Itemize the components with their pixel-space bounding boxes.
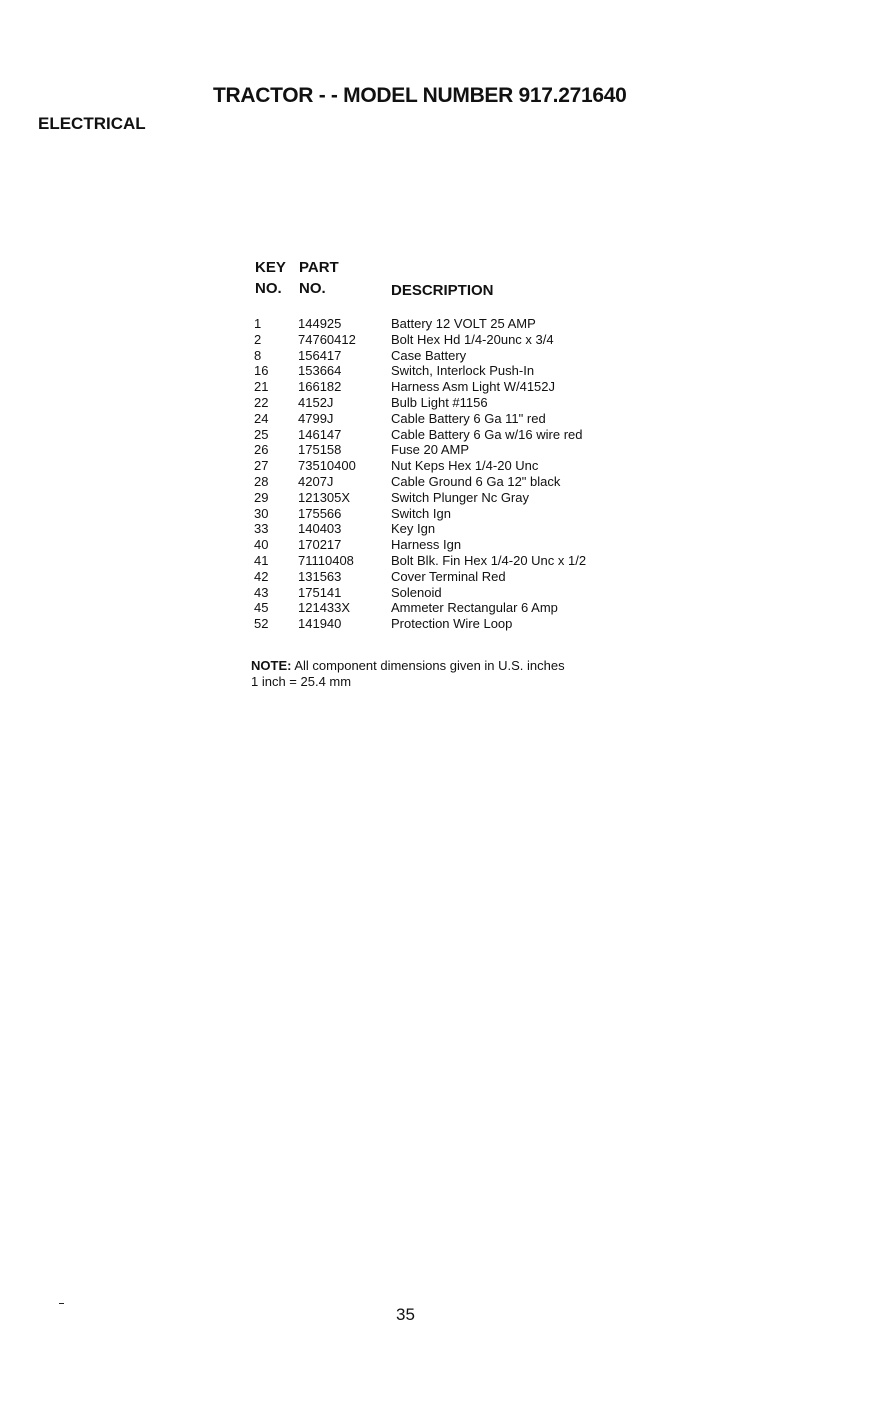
description-header: DESCRIPTION xyxy=(391,282,494,299)
part-description: Harness Asm Light W/4152J xyxy=(391,379,556,395)
part-number: 175141 xyxy=(298,584,342,600)
part-description: Key Ign xyxy=(391,521,436,537)
key-number: 41 xyxy=(254,552,269,568)
key-number: 52 xyxy=(254,616,269,632)
part-header-line2: NO. xyxy=(299,280,326,297)
part-number: 4152J xyxy=(298,394,334,410)
part-number: 144925 xyxy=(298,316,342,331)
part-number: 175566 xyxy=(298,505,342,521)
part-description: Harness Ign xyxy=(391,537,462,553)
part-number: 121305X xyxy=(298,489,351,505)
part-number: 156417 xyxy=(298,347,342,363)
part-description: Protection Wire Loop xyxy=(391,616,513,632)
table-row xyxy=(0,363,876,379)
part-number: 121433X xyxy=(298,600,351,616)
table-row xyxy=(0,585,876,601)
key-number: 24 xyxy=(254,410,269,426)
page-number: 35 xyxy=(396,1305,415,1324)
key-number: 30 xyxy=(254,505,269,521)
part-description: Battery 12 VOLT 25 AMP xyxy=(391,316,536,331)
part-number: 131563 xyxy=(298,568,342,584)
part-description: Switch, Interlock Push-In xyxy=(391,363,535,379)
part-number: 170217 xyxy=(298,537,342,553)
key-number: 42 xyxy=(254,568,269,584)
key-number: 40 xyxy=(254,537,269,553)
table-row xyxy=(0,490,876,506)
key-number: 27 xyxy=(254,458,269,474)
part-description: Cable Battery 6 Ga 11" red xyxy=(391,410,546,426)
part-description: Solenoid xyxy=(391,584,442,600)
note-text: All component dimensions given in U.S. inches xyxy=(294,658,565,673)
part-description: Bolt Hex Hd 1/4-20unc x 3/4 xyxy=(391,331,554,347)
section-heading: ELECTRICAL xyxy=(38,114,146,133)
key-number: 2 xyxy=(254,331,262,347)
table-row xyxy=(0,395,876,411)
part-number: 146147 xyxy=(298,426,342,442)
table-row xyxy=(0,569,876,585)
part-number: 4207J xyxy=(298,473,334,489)
part-header-line1: PART xyxy=(299,259,339,276)
page-title: TRACTOR - - MODEL NUMBER 917.271640 xyxy=(213,84,627,107)
note-conversion: 1 inch = 25.4 mm xyxy=(251,674,352,689)
table-row xyxy=(0,474,876,490)
table-row xyxy=(0,553,876,569)
key-number: 33 xyxy=(254,521,269,537)
table-row xyxy=(0,379,876,395)
part-number: 4799J xyxy=(298,410,334,426)
part-description: Nut Keps Hex 1/4-20 Unc xyxy=(391,458,539,474)
part-number: 71110408 xyxy=(298,552,354,568)
key-number: 1 xyxy=(254,316,262,331)
key-number: 8 xyxy=(254,347,262,363)
part-description: Cover Terminal Red xyxy=(391,568,506,584)
table-row xyxy=(0,458,876,474)
table-row xyxy=(0,411,876,427)
part-description: Case Battery xyxy=(391,347,467,363)
part-number: 74760412 xyxy=(298,331,356,347)
part-number: 153664 xyxy=(298,363,342,379)
table-row xyxy=(0,316,876,332)
part-description: Cable Ground 6 Ga 12" black xyxy=(391,473,561,489)
key-number: 43 xyxy=(254,584,269,600)
table-row xyxy=(0,537,876,553)
key-number: 26 xyxy=(254,442,269,458)
key-number: 45 xyxy=(254,600,269,616)
key-header-line1: KEY xyxy=(255,259,286,276)
table-row xyxy=(0,348,876,364)
parts-list xyxy=(0,316,876,632)
key-number: 28 xyxy=(254,473,269,489)
part-number: 175158 xyxy=(298,442,342,458)
table-row xyxy=(0,616,876,632)
key-number: 22 xyxy=(254,394,269,410)
part-description: Bulb Light #1156 xyxy=(391,394,488,410)
part-description: Switch Ign xyxy=(391,505,451,521)
table-row xyxy=(0,506,876,522)
key-number: 16 xyxy=(254,363,269,379)
part-description: Ammeter Rectangular 6 Amp xyxy=(391,600,558,616)
note xyxy=(251,658,565,690)
note-label: NOTE: xyxy=(251,658,292,673)
part-number: 73510400 xyxy=(298,458,356,474)
key-header-line2: NO. xyxy=(255,280,282,297)
table-row xyxy=(0,427,876,443)
part-number: 141940 xyxy=(298,616,342,632)
part-description: Bolt Blk. Fin Hex 1/4-20 Unc x 1/2 xyxy=(391,552,587,568)
part-description: Cable Battery 6 Ga w/16 wire red xyxy=(391,426,583,442)
key-number: 21 xyxy=(254,379,269,395)
table-row xyxy=(0,442,876,458)
part-number: 166182 xyxy=(298,379,342,395)
table-row xyxy=(0,600,876,616)
table-row xyxy=(0,332,876,348)
key-number: 25 xyxy=(254,426,269,442)
margin-mark xyxy=(59,1303,64,1304)
key-number: 29 xyxy=(254,489,269,505)
part-description: Fuse 20 AMP xyxy=(391,442,470,458)
table-row xyxy=(0,521,876,537)
part-number: 140403 xyxy=(298,521,342,537)
part-description: Switch Plunger Nc Gray xyxy=(391,489,529,505)
